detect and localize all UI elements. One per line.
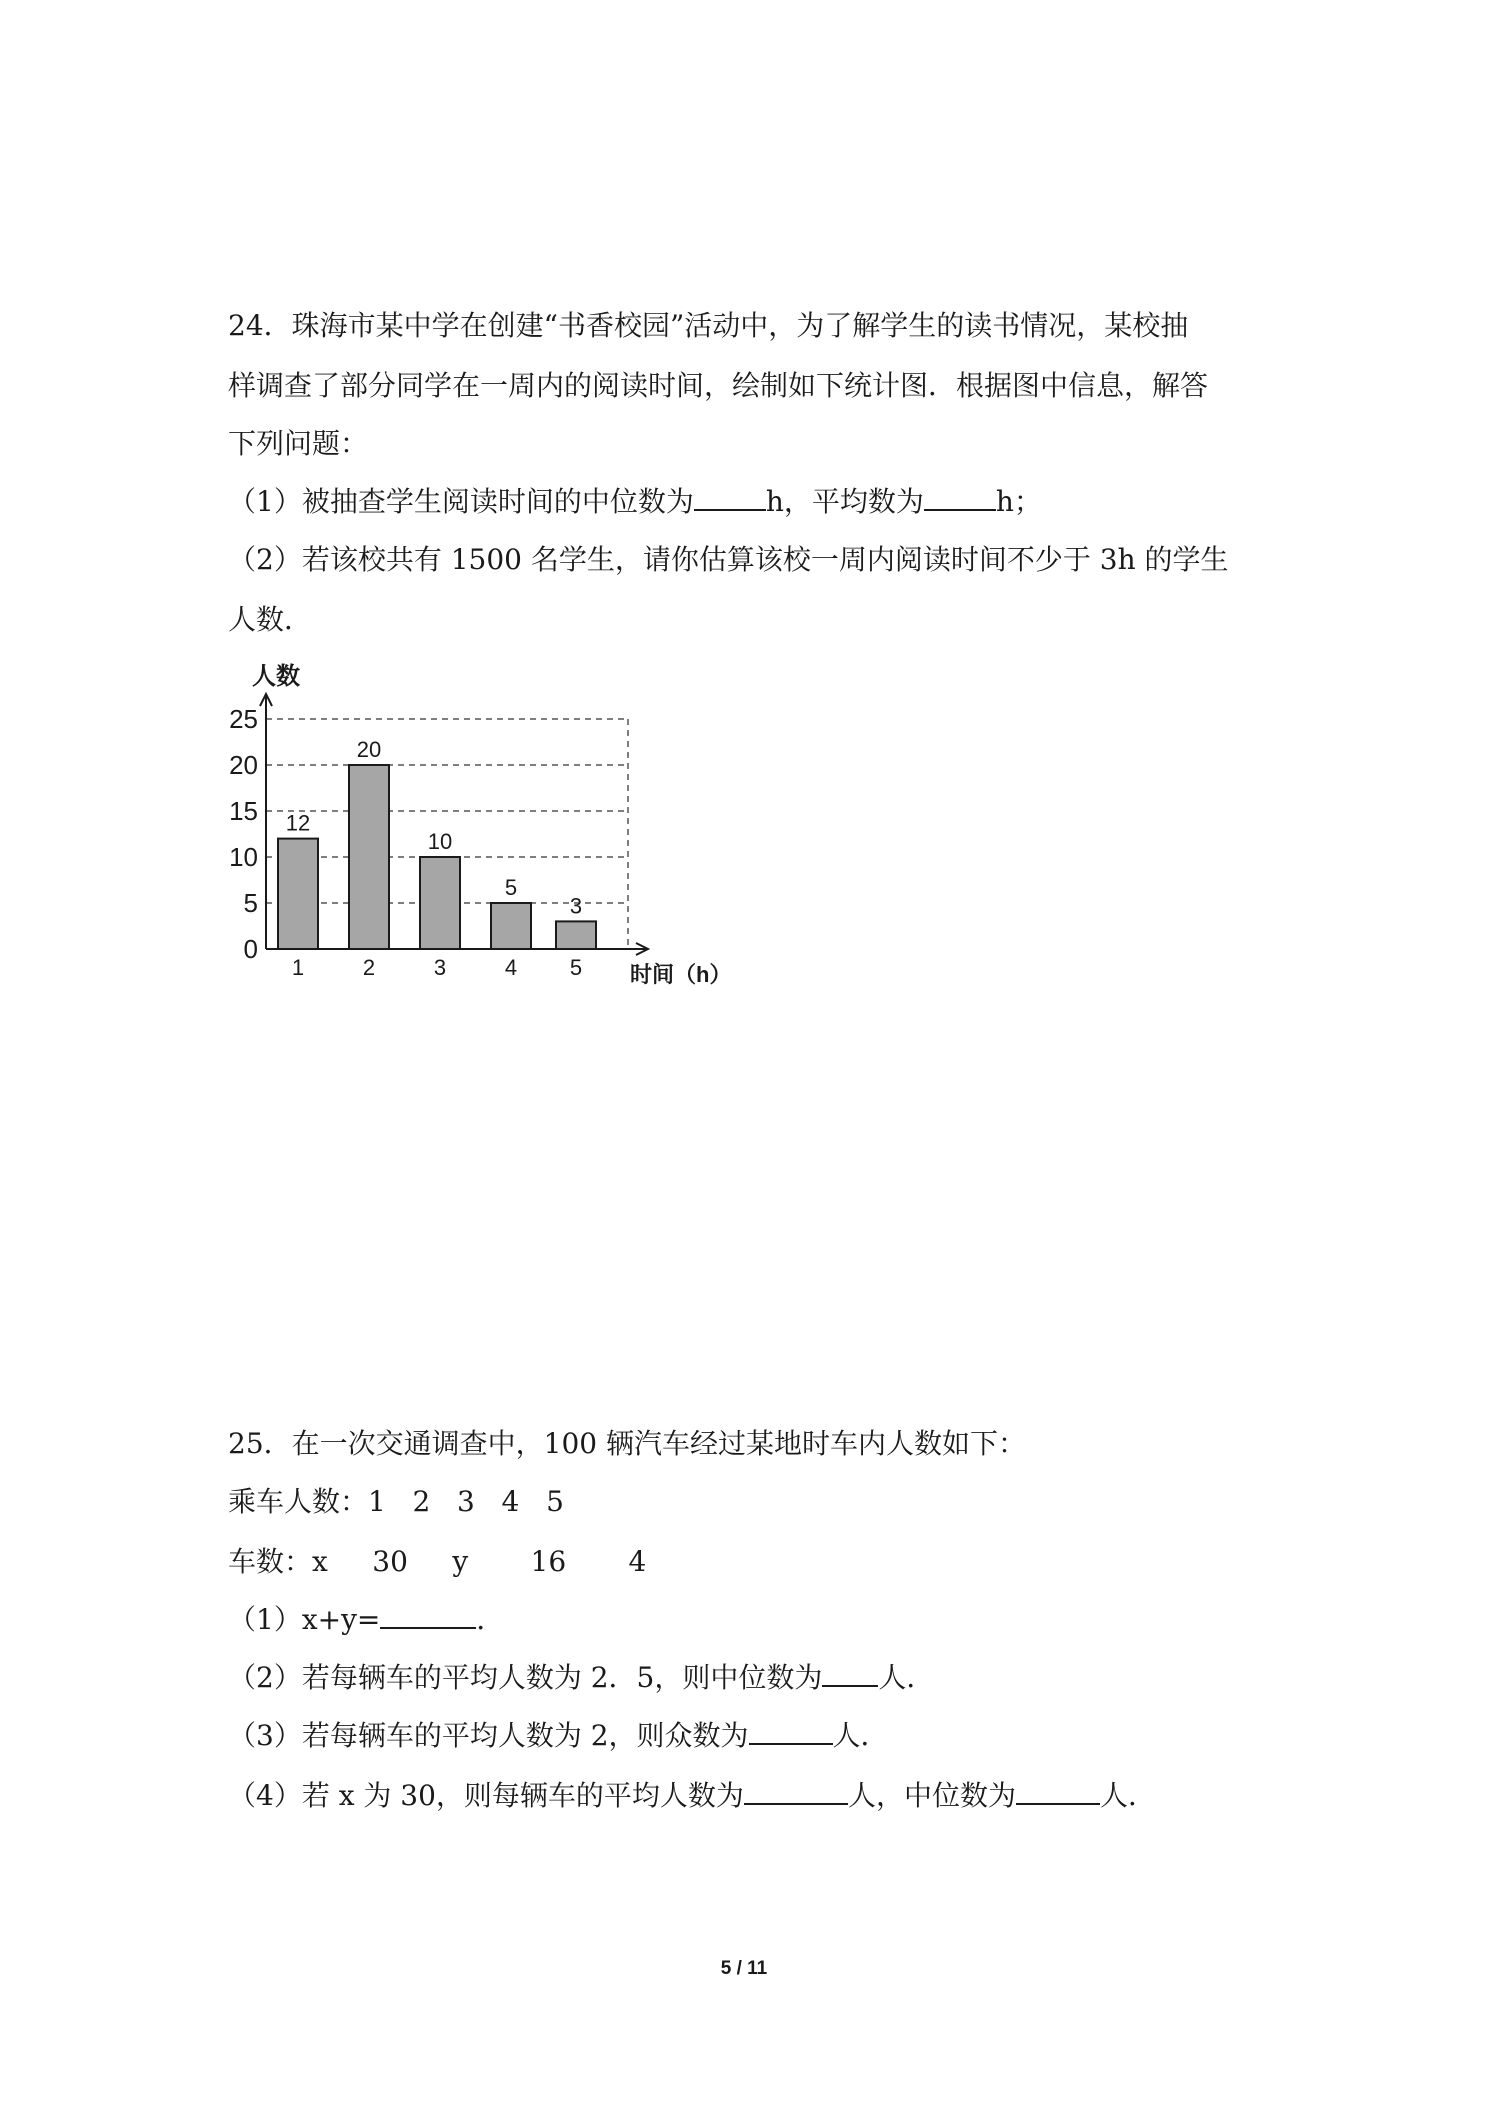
q25-sub-4-text-a: （4）若 x 为 30，则每辆车的平均人数为 xyxy=(228,1779,744,1812)
reading-time-bar-chart xyxy=(216,654,756,1004)
y-tick-label: 10 xyxy=(229,842,258,872)
q25-sub-4-text-c: 人． xyxy=(1099,1779,1156,1812)
q24-sub-2-cont: 人数． xyxy=(228,603,313,636)
bar-data-label: 10 xyxy=(427,829,453,854)
bar-data-label: 5 xyxy=(504,875,518,900)
q25-line-2: 乘车人数：1 2 3 4 5 xyxy=(228,1485,564,1518)
bar-2 xyxy=(349,765,389,949)
x-tick-label: 4 xyxy=(504,955,518,980)
q25-sub-3 xyxy=(228,1716,889,1756)
x-tick-label: 1 xyxy=(291,955,305,980)
bar-5 xyxy=(556,921,596,949)
q25-sub-4-text-b: 人，中位数为 xyxy=(847,1779,1016,1812)
x-tick-label: 2 xyxy=(362,955,376,980)
q24-sub-1-text-a: （1）被抽查学生阅读时间的中位数为 xyxy=(228,485,694,518)
q25-mode-blank[interactable] xyxy=(749,1717,833,1745)
q25-sub-3-text-b: 人． xyxy=(832,1719,889,1752)
y-axis-label: 人数 xyxy=(252,663,300,690)
q24-sub-1 xyxy=(228,482,1042,522)
q24-sub-2: （2）若该校共有 1500 名学生，请你估算该校一周内阅读时间不少于 3h 的学生 xyxy=(228,543,1229,576)
q25-sub-1-text-a: （1）x+y= xyxy=(228,1603,381,1636)
q25-sub-2 xyxy=(228,1658,934,1698)
bar-4 xyxy=(491,903,531,949)
q24-sub-1-text-b: h，平均数为 xyxy=(765,485,924,518)
x-tick-label: 3 xyxy=(433,955,447,980)
q24-line-1: 24．珠海市某中学在创建“书香校园”活动中，为了解学生的读书情况，某校抽 xyxy=(228,309,1189,342)
q25-sub-1-text-b: ． xyxy=(476,1603,505,1636)
page-number: 5 / 11 xyxy=(720,1958,768,1979)
bar-data-label: 12 xyxy=(285,810,311,836)
q25-line-3: 车数：x 30 y 16 4 xyxy=(228,1545,647,1578)
q25-sub-2-text-a: （2）若每辆车的平均人数为 2．5，则中位数为 xyxy=(228,1661,823,1694)
q24-mean-blank[interactable] xyxy=(924,483,996,511)
y-tick-label: 5 xyxy=(243,888,258,918)
q25-sub-1 xyxy=(228,1600,504,1640)
bar-1 xyxy=(278,839,318,949)
q25-sub-2-text-b: 人． xyxy=(878,1661,935,1694)
q24-line-3: 下列问题： xyxy=(228,427,369,460)
q25-sum-blank[interactable] xyxy=(380,1601,476,1629)
q25-sub-4 xyxy=(228,1776,1156,1816)
bar-3 xyxy=(420,857,460,949)
y-tick-label: 20 xyxy=(229,750,258,780)
bar-data-label: 3 xyxy=(569,893,583,919)
q25-line-1: 25．在一次交通调查中，100 辆汽车经过某地时车内人数如下： xyxy=(228,1427,1026,1460)
q25-sub-3-text-a: （3）若每辆车的平均人数为 2，则众数为 xyxy=(228,1719,749,1752)
q25-mean-blank[interactable] xyxy=(744,1777,848,1805)
q25-median-blank-2[interactable] xyxy=(1016,1777,1100,1805)
bar-data-label: 20 xyxy=(356,737,382,762)
x-tick-label: 5 xyxy=(569,955,583,980)
q24-sub-1-text-c: h； xyxy=(995,485,1042,518)
q24-median-blank[interactable] xyxy=(694,483,766,511)
x-axis-label: 时间（h） xyxy=(630,962,732,987)
q25-median-blank[interactable] xyxy=(822,1659,878,1687)
y-tick-label: 25 xyxy=(229,704,258,734)
q24-line-2: 样调查了部分同学在一周内的阅读时间，绘制如下统计图．根据图中信息，解答 xyxy=(228,369,1209,402)
y-tick-label: 15 xyxy=(229,796,258,826)
y-tick-label: 0 xyxy=(243,934,258,964)
